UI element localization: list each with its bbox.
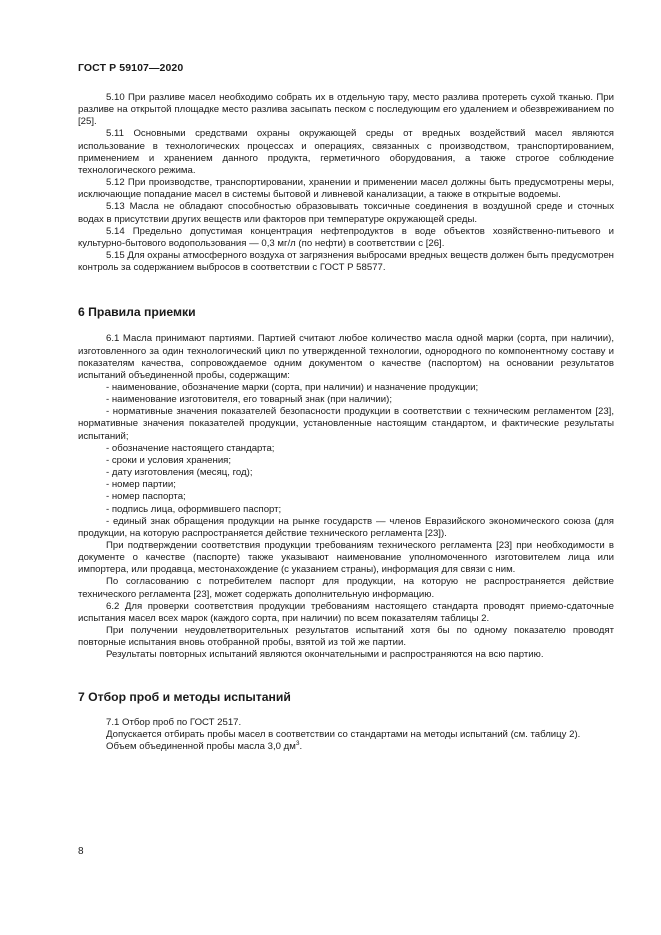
final-results-paragraph: Результаты повторных испытаний являются окончательными и распространяются на всю партию. xyxy=(106,649,544,661)
document-header: ГОСТ Р 59107—2020 xyxy=(78,62,184,74)
sample-volume-paragraph xyxy=(78,741,614,753)
list-item: - дату изготовления (месяц, год); xyxy=(106,467,253,479)
section-7-heading: 7 Отбор проб и методы испытаний xyxy=(78,689,291,704)
page-number: 8 xyxy=(78,846,84,857)
sample-volume-end: . xyxy=(299,740,303,752)
clause-6-2: 6.2 Для проверки соответствия продукции требованиям настоящего стандарта проводят приемо-сдаточные испытания масел всех марок (каждого сорта, при наличии) по всем показателям таблицы 2. xyxy=(78,600,614,624)
clause-5-10: 5.10 При разливе масел необходимо собрать их в отдельную тару, место разлива протереть сухой тканью. При разливе на открытой площадке место разлива засыпать песком с последующим его удалением и обезвреживанием по [25]. xyxy=(78,92,614,128)
cubic-exponent: 3 xyxy=(295,739,300,747)
sampling-allowed-paragraph: Допускается отбирать пробы масел в соответствии со стандартами на методы испытаний (см. таблицу 2). xyxy=(106,728,581,740)
list-item: - обозначение настоящего стандарта; xyxy=(106,442,275,454)
retest-paragraph: При получении неудовлетворительных результатов испытаний хотя бы по одному показателю проводят повторные испытания вновь отобранной пробы, взятой из той же партии. xyxy=(78,625,614,649)
clause-6-1: 6.1 Масла принимают партиями. Партией считают любое количество масла одной марки (сорта, при наличии), изготовленного за один технологический цикл по утвержденной технологии, однородного по компонентному составу и показателям качества, сопровождаемое одним документом о качестве (паспортом) на основании результатов испытаний объединенной пробы, содержащим: xyxy=(78,333,614,381)
list-item: - наименование изготовителя, его товарный знак (при наличии); xyxy=(106,394,393,406)
list-item: - номер паспорта; xyxy=(106,491,186,503)
section-6-heading: 6 Правила приемки xyxy=(78,305,196,320)
list-item: - сроки и условия хранения; xyxy=(106,454,232,466)
clause-5-13: 5.13 Масла не обладают способностью образовывать токсичные соединения в воздушной среде и сточных водах в присутствии других веществ или факторов при температуре окружающей среды. xyxy=(78,201,614,225)
clause-5-14: 5.14 Предельно допустимая концентрация нефтепродуктов в воде объектов хозяйственно-питьевого и культурно-бытового водопользования — 0,3 мг/л (по нефти) в соответствии с [26]. xyxy=(78,225,614,249)
list-item: - наименование, обозначение марки (сорта, при наличии) и назначение продукции; xyxy=(106,381,479,393)
clause-5-11: 5.11 Основными средствами охраны окружающей среды от вредных воздействий масел являются использование в технологических процессах и операциях, связанных с производством, транспортированием, применением и хранением данного продукта, герметичного оборудования, а также строгое соблюдение технологического режима. xyxy=(78,128,614,176)
list-item: - номер партии; xyxy=(106,479,176,491)
confirmation-paragraph: При подтверждении соответствия продукции требованиям технического регламента [23] при необходимости в документе о качестве (паспорте) также указывают наименование уполномоченного изготовителем лица или импортера, или продавца, местонахождение (с указанием страны), информация для связи с ним. xyxy=(78,540,614,576)
page-body xyxy=(78,92,614,753)
list-item: - нормативные значения показателей безопасности продукции в соответствии с техническим регламентом [23], нормативные значения показателей продукции, установленные настоящим стандартом, и фактические результаты испытаний; xyxy=(78,406,614,442)
clause-7-1: 7.1 Отбор проб по ГОСТ 2517. xyxy=(106,716,242,728)
agreement-paragraph: По согласованию с потребителем паспорт для продукции, на которую не распространяется действие технического регламента [23], может содержать дополнительную информацию. xyxy=(78,576,614,600)
list-item: - единый знак обращения продукции на рынке государств — членов Евразийского экономического союза (для продукции, на которую распространяется действие технического регламента [23]). xyxy=(78,515,614,539)
passport-contents-list xyxy=(78,382,614,540)
list-item: - подпись лица, оформившего паспорт; xyxy=(106,503,282,515)
sample-volume-text: Объем объединенной пробы масла 3,0 дм xyxy=(106,740,296,752)
clause-5-15: 5.15 Для охраны атмосферного воздуха от загрязнения выбросами вредных веществ должен быть предусмотрен контроль за содержанием выбросов в соответствии с ГОСТ Р 58577. xyxy=(78,250,614,274)
clause-5-12: 5.12 При производстве, транспортировании, хранении и применении масел должны быть предусмотрены меры, исключающие попадание масел в системы бытовой и ливневой канализации, а также в открытые водоемы. xyxy=(78,177,614,201)
